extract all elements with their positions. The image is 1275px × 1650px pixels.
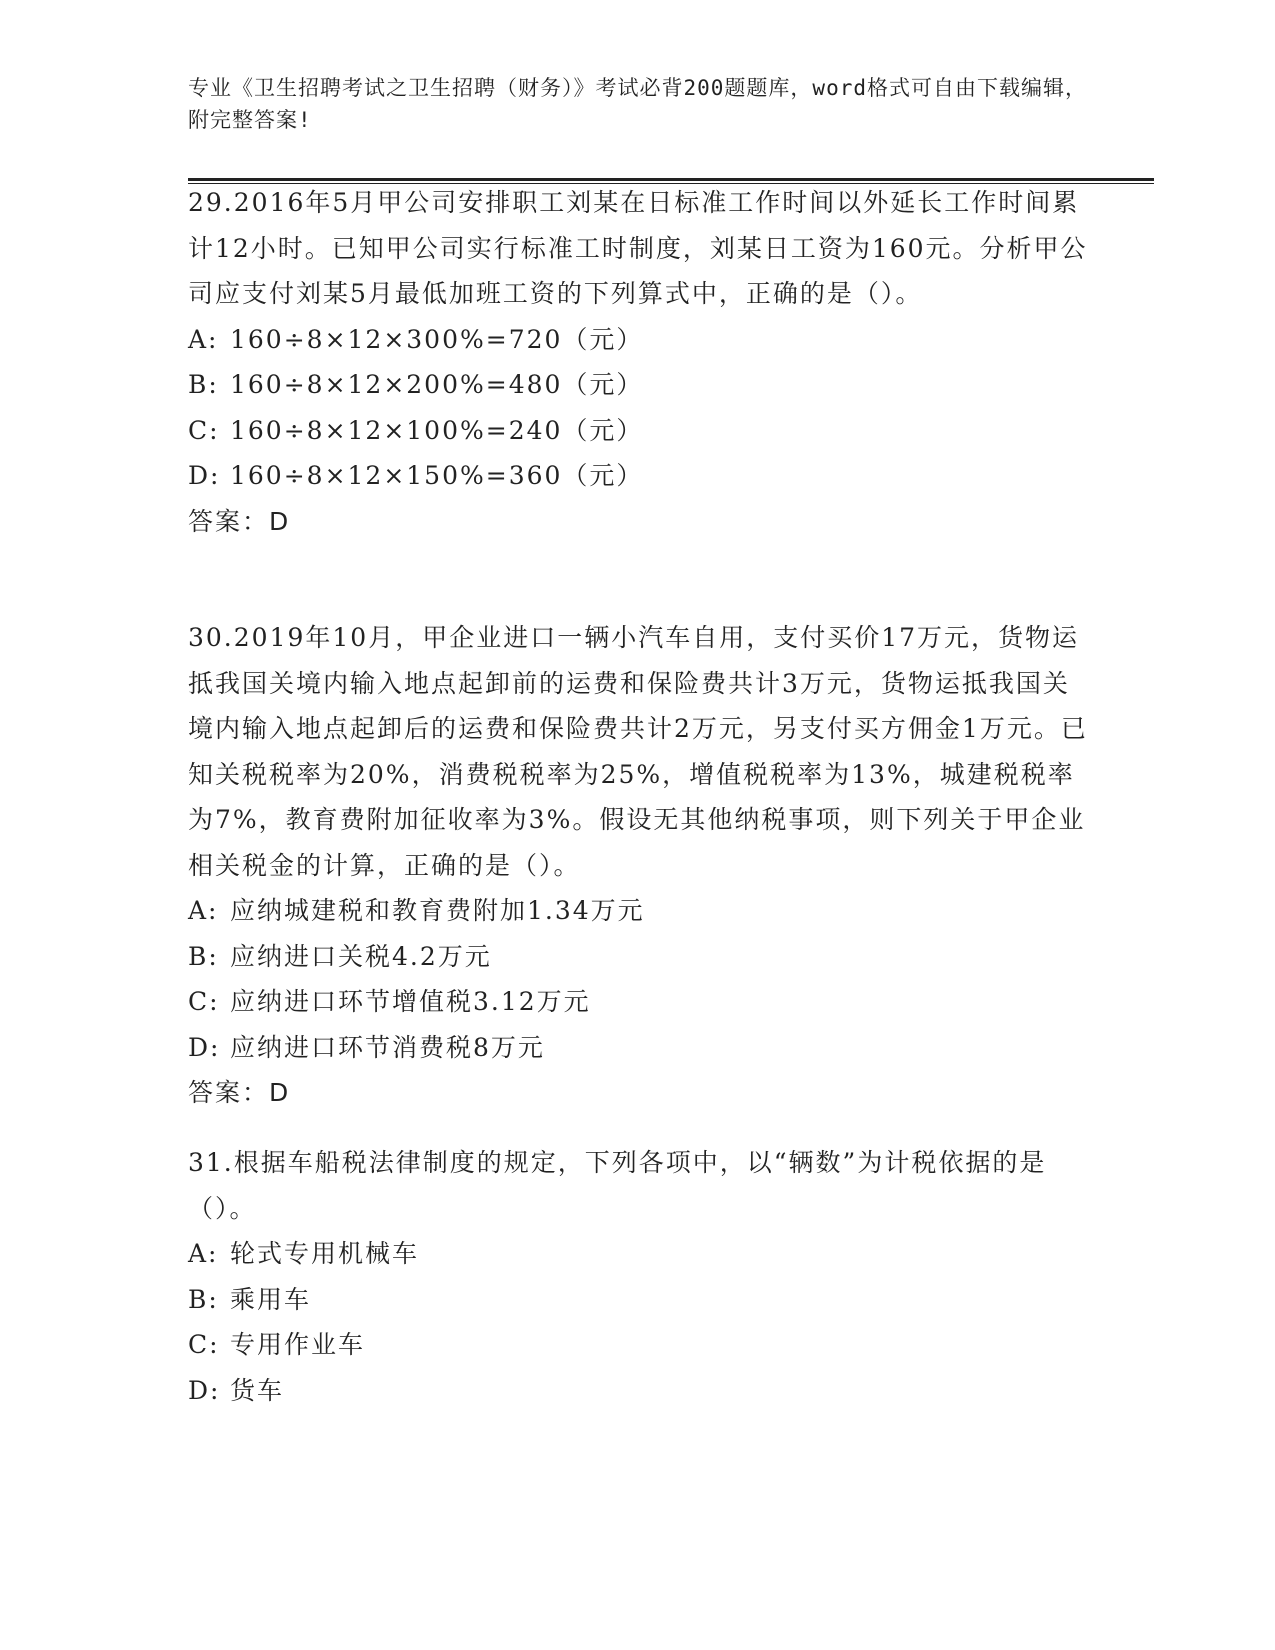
option-b [188,1277,1088,1323]
option-b [188,934,1088,980]
option-letter: A: [188,896,219,925]
question-stem: 29.2016年5月甲公司安排职工刘某在日标准工作时间以外延长工作时间累计12小时。已知甲公司实行标准工时制度，刘某日工资为160元。分析甲公司应支付刘某5月最低加班工资的下列算式中，正确的是（）。 [188,188,1088,308]
answer-line: 答案：D [188,1078,291,1107]
answer-line: 答案：D [188,506,291,536]
option-a [188,317,1088,363]
question-stem: 30.2019年10月，甲企业进口一辆小汽车自用，支付买价17万元，货物运抵我国关境内输入地点起卸前的运费和保险费共计3万元，货物运抵我国关境内输入地点起卸后的运费和保险费共计2万元，另支付买方佣金1万元。已知关税税率为20%，消费税税率为25%，增值税税率为13%，城建税税率为7%，教育费附加征收率为3%。假设无其他纳税事项，则下列关于甲企业相关税金的计算，正确的是（）。 [188,623,1088,880]
option-text: 专用作业车 [230,1330,366,1359]
option-letter: B: [188,370,219,399]
option-text: 货车 [230,1375,285,1405]
option-letter: D: [188,461,221,490]
option-text: 160÷8×12×300%=720（元） [230,324,644,354]
header-title: 专业《卫生招聘考试之卫生招聘（财务）》考试必背200题题库，word格式可自由下载编辑，附完整答案! [188,76,1087,132]
option-text: 160÷8×12×200%=480（元） [230,370,644,399]
option-letter: A: [188,324,219,354]
option-d [188,1025,1088,1071]
option-d [188,1368,1088,1414]
option-letter: C: [188,415,220,445]
option-letter: C: [188,1330,220,1359]
option-text: 应纳城建税和教育费附加1.34万元 [230,896,645,925]
option-letter: A: [188,1239,219,1268]
option-c [188,979,1088,1025]
question-30 [188,615,1088,1116]
option-a [188,888,1088,934]
option-text: 应纳进口环节增值税3.12万元 [230,987,591,1016]
option-text: 乘用车 [230,1284,312,1314]
question-stem: 31.根据车船税法律制度的规定，下列各项中，以“辆数”为计税依据的是（）。 [188,1148,1047,1223]
question-31 [188,1140,1088,1413]
option-b [188,362,1088,408]
option-a [188,1231,1088,1277]
option-letter: D: [188,1375,221,1405]
option-letter: B: [188,1284,219,1314]
question-29 [188,180,1088,544]
option-text: 轮式专用机械车 [230,1239,420,1268]
option-d [188,453,1088,499]
option-c [188,1322,1088,1368]
document-header [188,72,1088,136]
option-text: 应纳进口关税4.2万元 [230,941,492,971]
option-text: 应纳进口环节消费税8万元 [230,1032,545,1062]
option-letter: C: [188,987,220,1016]
option-text: 160÷8×12×100%=240（元） [230,415,644,445]
option-c [188,408,1088,454]
option-letter: D: [188,1032,221,1062]
option-letter: B: [188,941,219,971]
option-text: 160÷8×12×150%=360（元） [230,461,644,490]
